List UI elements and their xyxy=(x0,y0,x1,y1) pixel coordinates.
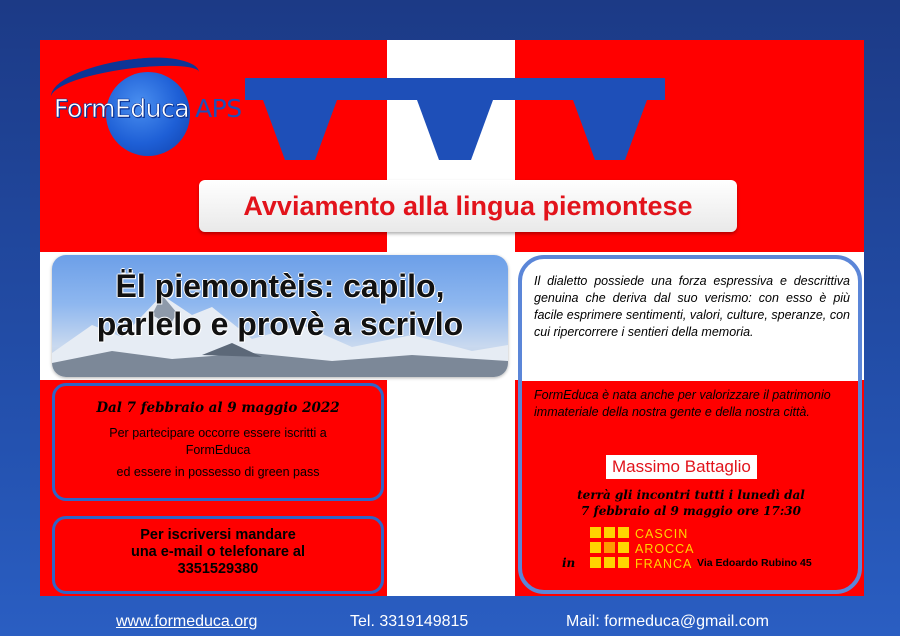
schedule-info xyxy=(530,487,852,519)
requirement-line-1: Per partecipare occorre essere iscritti a xyxy=(109,426,327,440)
signup-line-1: Per iscriversi mandare xyxy=(140,527,296,543)
formeduca-logo xyxy=(46,50,256,140)
subtitle-line-1: Ël piemontèis: capilo, xyxy=(115,268,445,304)
course-dates: Dal 7 febbraio al 9 maggio 2022 xyxy=(96,400,340,416)
venue-line-1: CASCIN xyxy=(635,527,689,541)
phone-number: Tel. 3319149815 xyxy=(350,613,469,630)
venue-line-2: AROCCA xyxy=(635,542,695,556)
signup-phone: 3351529380 xyxy=(177,561,259,577)
course-description-panel xyxy=(518,255,862,594)
venue-line-3: FRANCA xyxy=(635,557,693,571)
signup-line-2: una e-mail o telefonare al xyxy=(130,544,306,560)
teacher-name: Massimo Battaglio xyxy=(606,455,757,479)
formeduca-mission: FormEduca è nata anche per valorizzare il patrimonio immateriale della nostra gente e della nostra città. xyxy=(534,388,831,419)
cascina-logo-icon xyxy=(590,527,630,571)
subtitle-line-2: parlelo e provè a scrivlo xyxy=(96,306,464,342)
venue-in-label: in xyxy=(562,556,576,570)
venue-address: Via Edoardo Rubino 45 xyxy=(697,557,812,569)
logo-suffix: APS xyxy=(195,94,242,123)
dates-info-box xyxy=(52,383,384,501)
logo-name: FormEduca xyxy=(54,94,190,123)
schedule-line-2: 7 febbraio al 9 maggio ore 17:30 xyxy=(581,504,801,518)
requirement-line-3: ed essere in possesso di green pass xyxy=(116,465,320,479)
venue-name xyxy=(635,527,694,572)
subtitle-banner xyxy=(52,255,508,377)
email-address: Mail: formeduca@gmail.com xyxy=(566,613,769,630)
requirement-line-2: FormEduca xyxy=(185,443,251,457)
website-link[interactable]: www.formeduca.org xyxy=(116,613,258,630)
dialect-description: Il dialetto possiede una forza espressiva e descrittiva genuina che deriva dal suo verismo: con esso è più facile esprimere sentimenti, valori, culture, speranze, con cui ripercorrere i sentieri della memoria. xyxy=(534,274,850,339)
flag-lambel-icon xyxy=(245,78,665,163)
course-title: Avviamento alla lingua piemontese xyxy=(199,180,737,232)
signup-info-box xyxy=(52,516,384,594)
piedmont-flag-background xyxy=(40,40,864,596)
schedule-line-1: terrà gli incontri tutti i lunedì dal xyxy=(577,488,805,502)
